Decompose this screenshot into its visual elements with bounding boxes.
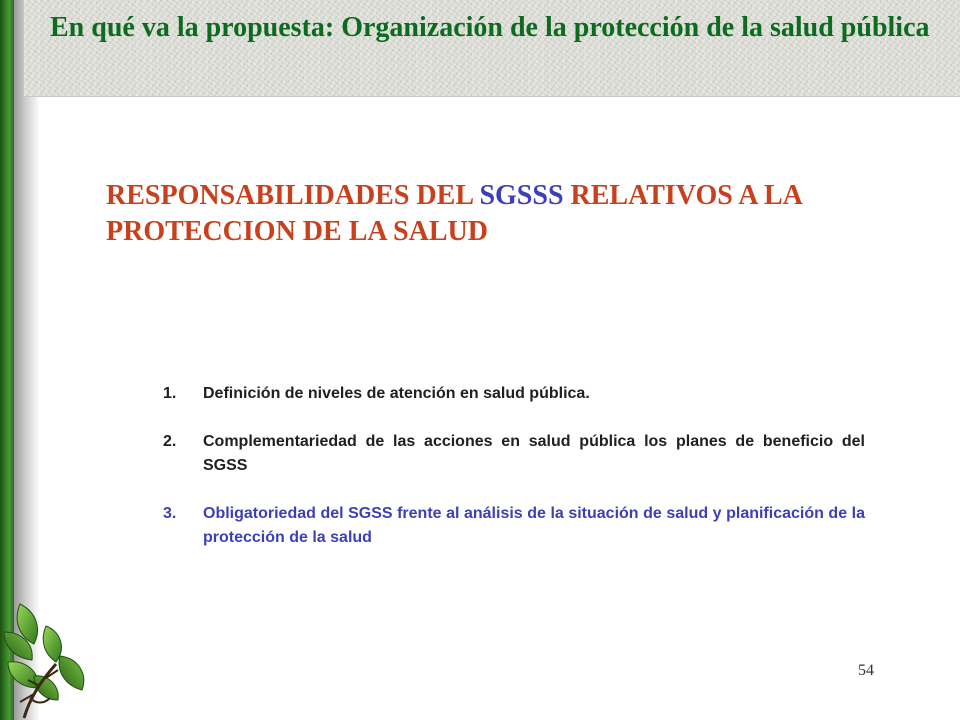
section-heading-part2: RELATIVOS A LA PROTECCION DE LA SALUD bbox=[106, 180, 802, 247]
list-item-text: Obligatoriedad del SGSS frente al análisis de la situación de salud y planificación de la protección de la salud bbox=[203, 505, 865, 546]
leaf-cluster-icon bbox=[0, 598, 100, 720]
list-item-text: Complementariedad de las acciones en salud pública los planes de beneficio del SGSS bbox=[203, 433, 865, 474]
responsibilities-list bbox=[163, 382, 865, 574]
section-heading-highlight: SGSSS bbox=[479, 180, 564, 211]
list-item-3 bbox=[163, 502, 865, 550]
list-item-number: 3. bbox=[163, 505, 177, 522]
list-item-1 bbox=[163, 382, 865, 406]
list-item-2 bbox=[163, 430, 865, 478]
section-heading-part1: RESPONSABILIDADES DEL bbox=[106, 180, 480, 211]
section-heading bbox=[106, 178, 926, 250]
page-number: 54 bbox=[858, 662, 874, 679]
list-item-number: 1. bbox=[163, 385, 177, 402]
list-item-number: 2. bbox=[163, 433, 177, 450]
list-item-text: Definición de niveles de atención en salud pública. bbox=[203, 385, 590, 402]
slide-title: En qué va la propuesta: Organización de la protección de la salud pública bbox=[50, 12, 930, 43]
